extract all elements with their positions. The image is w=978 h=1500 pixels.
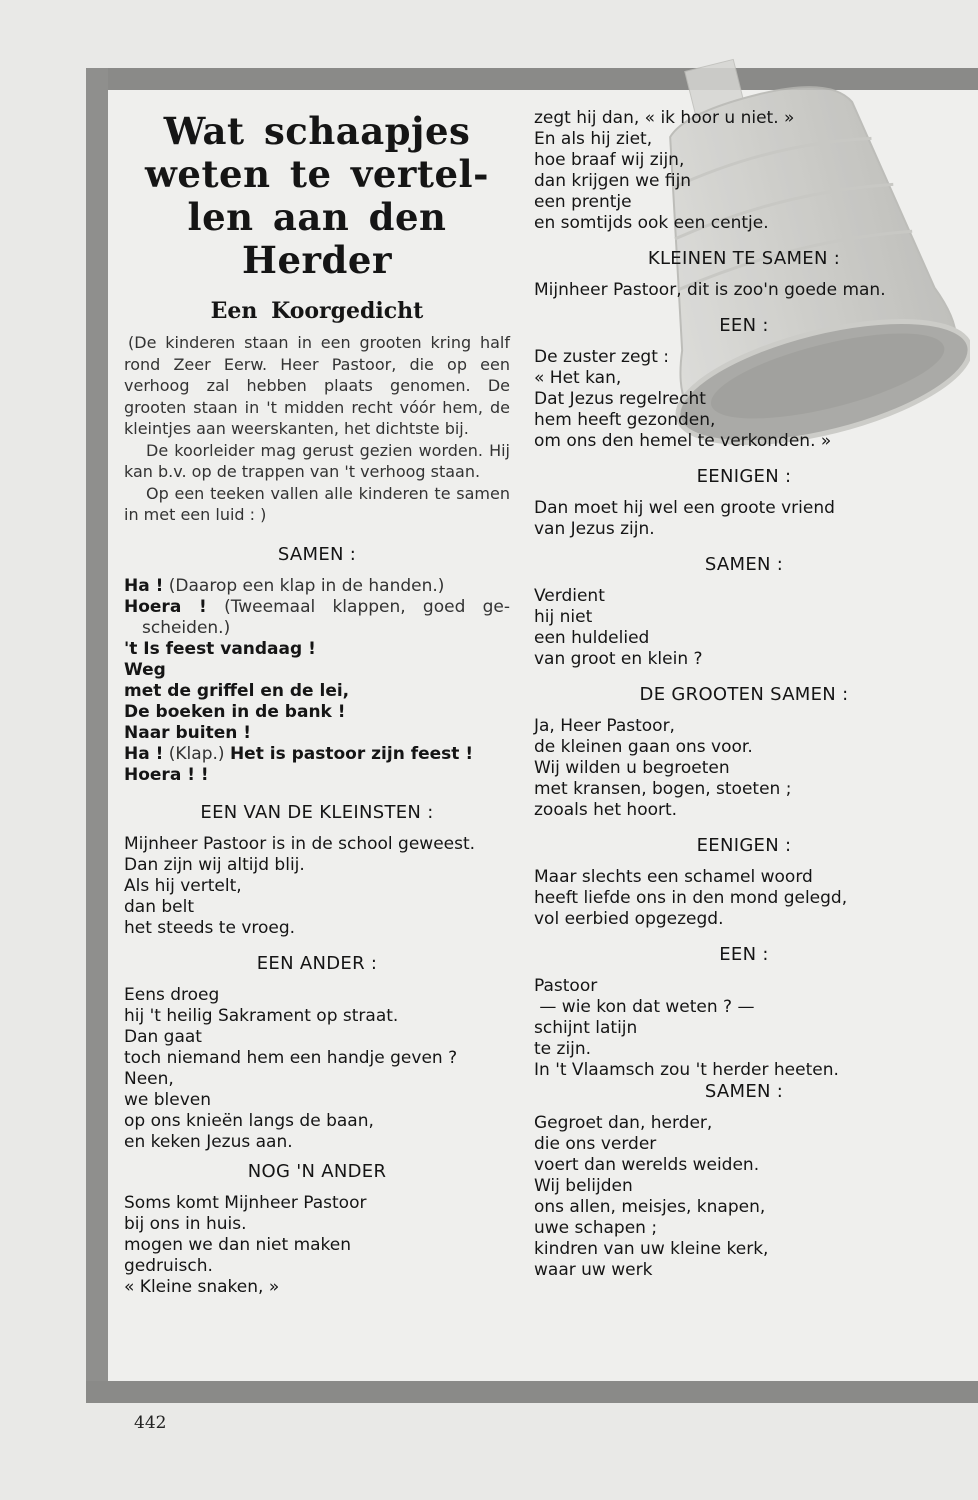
verse-line: Mijnheer Pastoor is in de school geweest. bbox=[124, 833, 476, 854]
verse-line: Ha ! (Daarop een klap in de handen.) bbox=[124, 575, 445, 596]
speaker-heading: EEN VAN DE KLEINSTEN : bbox=[200, 801, 434, 823]
speaker-heading: DE GROOTEN SAMEN : bbox=[639, 684, 849, 705]
verse-line: die ons verder bbox=[534, 1134, 657, 1154]
speaker-heading: NOG 'N ANDER bbox=[247, 1160, 387, 1182]
verse-line: met kransen, bogen, stoeten ; bbox=[534, 779, 792, 799]
verse-line: In 't Vlaamsch zou 't herder heeten. bbox=[534, 1060, 839, 1080]
intro-paragraph: De koorleider mag gerust gezien worden. Hij kan b.v. op de trappen van 't verhoog staan. bbox=[124, 440, 510, 481]
speaker-heading: EENIGEN : bbox=[696, 466, 792, 487]
verse-line: Mijnheer Pastoor, dit is zoo'n goede man. bbox=[534, 280, 886, 300]
speaker-heading: EENIGEN : bbox=[696, 835, 792, 856]
verse-line: hij 't heilig Sakrament op straat. bbox=[124, 1005, 399, 1026]
verse-line: de kleinen gaan ons voor. bbox=[534, 737, 753, 757]
subtitle: Een Koorgedicht bbox=[210, 298, 424, 324]
verse-line: vol eerbied opgezegd. bbox=[534, 909, 724, 929]
title-line: Wat schaapjes bbox=[163, 109, 471, 153]
verse-block bbox=[124, 834, 510, 939]
verse-line: hem heeft gezonden, bbox=[534, 410, 716, 430]
right-column bbox=[534, 108, 954, 1281]
verse-block bbox=[534, 1113, 954, 1281]
verse-line: dan belt bbox=[124, 896, 195, 917]
verse-line: De boeken in de bank ! bbox=[124, 701, 346, 722]
frame-left-border bbox=[86, 68, 108, 1403]
verse-line: Dan zijn wij altijd blij. bbox=[124, 854, 305, 875]
verse-line: en somtijds ook een centje. bbox=[534, 213, 769, 233]
speaker-heading: EEN : bbox=[719, 315, 769, 336]
verse-line: een huldelied bbox=[534, 628, 650, 648]
intro-paragraph: Op een teeken vallen alle kinderen te samen in met een luid : ) bbox=[124, 483, 510, 524]
verse-line: Pastoor bbox=[534, 976, 598, 996]
speaker-heading: EEN ANDER : bbox=[256, 952, 378, 974]
verse-line: dan krijgen we fijn bbox=[534, 171, 692, 191]
speaker-heading: SAMEN : bbox=[704, 1081, 784, 1102]
verse-block bbox=[534, 280, 954, 301]
verse-line: op ons knieën langs de baan, bbox=[124, 1110, 374, 1131]
verse-line: En als hij ziet, bbox=[534, 129, 653, 149]
verse-block bbox=[124, 576, 510, 786]
verse-line: hoe braaf wij zijn, bbox=[534, 150, 685, 170]
verse-line: Ja, Heer Pastoor, bbox=[534, 716, 675, 736]
verse-block bbox=[534, 586, 954, 670]
verse-line: Hoera ! ! bbox=[124, 764, 209, 785]
verse-line: van Jezus zijn. bbox=[534, 519, 655, 539]
verse-line: schijnt latijn bbox=[534, 1018, 638, 1038]
verse-line: van groot en klein ? bbox=[534, 649, 703, 669]
verse-line: Ha ! (Klap.) Het is pastoor zijn feest ! bbox=[124, 743, 474, 764]
verse-line: te zijn. bbox=[534, 1039, 592, 1059]
verse-line: een prentje bbox=[534, 192, 632, 212]
verse-line: om ons den hemel te verkonden. » bbox=[534, 431, 832, 451]
speaker-heading: EEN : bbox=[719, 944, 769, 965]
verse-block bbox=[534, 867, 954, 930]
verse-line: « Kleine snaken, » bbox=[124, 1276, 280, 1297]
verse-line: Dan moet hij wel een groote vriend bbox=[534, 498, 835, 518]
verse-line: Eens droeg bbox=[124, 984, 220, 1005]
verse-line: gedruisch. bbox=[124, 1255, 213, 1276]
verse-block bbox=[534, 347, 954, 452]
verse-line: Hoera ! (Tweemaal klappen, goed ge- bbox=[124, 596, 510, 617]
verse-line: en keken Jezus aan. bbox=[124, 1131, 293, 1152]
verse-line: ons allen, meisjes, knapen, bbox=[534, 1197, 766, 1217]
stage-directions bbox=[124, 332, 510, 526]
verse-line: « Het kan, bbox=[534, 368, 622, 388]
verse-line: we bleven bbox=[124, 1089, 212, 1110]
verse-line: kindren van uw kleine kerk, bbox=[534, 1239, 769, 1259]
verse-line: het steeds te vroeg. bbox=[124, 917, 296, 938]
verse-line: Wij wilden u begroeten bbox=[534, 758, 730, 778]
page-number: 442 bbox=[134, 1413, 167, 1433]
verse-line: Gegroet dan, herder, bbox=[534, 1113, 713, 1133]
verse-line: waar uw werk bbox=[534, 1260, 653, 1280]
intro-paragraph: (De kinderen staan in een grooten kring half rond Zeer Eerw. Heer Pastoor, die op een verhoog zal hebben plaats genomen. De grooten staan in 't midden recht vóór hem, de kleintjes aan weerskanten, het dichtste bij. bbox=[124, 333, 510, 438]
title-line: weten te vertel- bbox=[145, 152, 489, 196]
verse-line: uwe schapen ; bbox=[534, 1218, 658, 1238]
article-title bbox=[124, 110, 510, 282]
speaker-heading: SAMEN : bbox=[704, 554, 784, 575]
verse-line: 't Is feest vandaag ! bbox=[124, 638, 316, 659]
verse-line: Weg bbox=[124, 659, 166, 680]
verse-line: met de griffel en de lei, bbox=[124, 680, 350, 701]
speaker-heading: SAMEN : bbox=[277, 543, 357, 565]
verse-line: Verdient bbox=[534, 586, 605, 606]
title-line: Herder bbox=[242, 238, 392, 282]
verse-line: toch niemand hem een handje geven ? bbox=[124, 1047, 458, 1068]
verse-line: hij niet bbox=[534, 607, 593, 627]
verse-line: Maar slechts een schamel woord bbox=[534, 867, 813, 887]
speaker-heading: KLEINEN TE SAMEN : bbox=[647, 248, 841, 269]
verse-block bbox=[534, 498, 954, 540]
verse-block bbox=[534, 716, 954, 821]
left-column bbox=[124, 110, 510, 1298]
verse-block bbox=[534, 108, 954, 234]
verse-line: bij ons in huis. bbox=[124, 1213, 247, 1234]
verse-block bbox=[124, 985, 510, 1153]
verse-line: De zuster zegt : bbox=[534, 347, 669, 367]
verse-line: mogen we dan niet maken bbox=[124, 1234, 352, 1255]
verse-line: Dat Jezus regelrecht bbox=[534, 389, 706, 409]
verse-line: heeft liefde ons in den mond gelegd, bbox=[534, 888, 848, 908]
verse-line: Als hij vertelt, bbox=[124, 875, 242, 896]
verse-line: voert dan werelds weiden. bbox=[534, 1155, 760, 1175]
verse-line: Soms komt Mijnheer Pastoor bbox=[124, 1192, 367, 1213]
verse-line: — wie kon dat weten ? — bbox=[534, 997, 755, 1017]
verse-line: Wij belijden bbox=[534, 1176, 633, 1196]
verse-line: Dan gaat bbox=[124, 1026, 202, 1047]
verse-block bbox=[534, 976, 954, 1081]
verse-line: zegt hij dan, « ik hoor u niet. » bbox=[534, 108, 795, 128]
verse-line: Naar buiten ! bbox=[124, 722, 252, 743]
verse-block bbox=[124, 1193, 510, 1298]
verse-line: scheiden.) bbox=[142, 617, 231, 638]
verse-line: zooals het hoort. bbox=[534, 800, 678, 820]
title-line: len aan den bbox=[187, 195, 447, 239]
verse-line: Neen, bbox=[124, 1068, 174, 1089]
frame-bottom-border bbox=[86, 1381, 978, 1403]
